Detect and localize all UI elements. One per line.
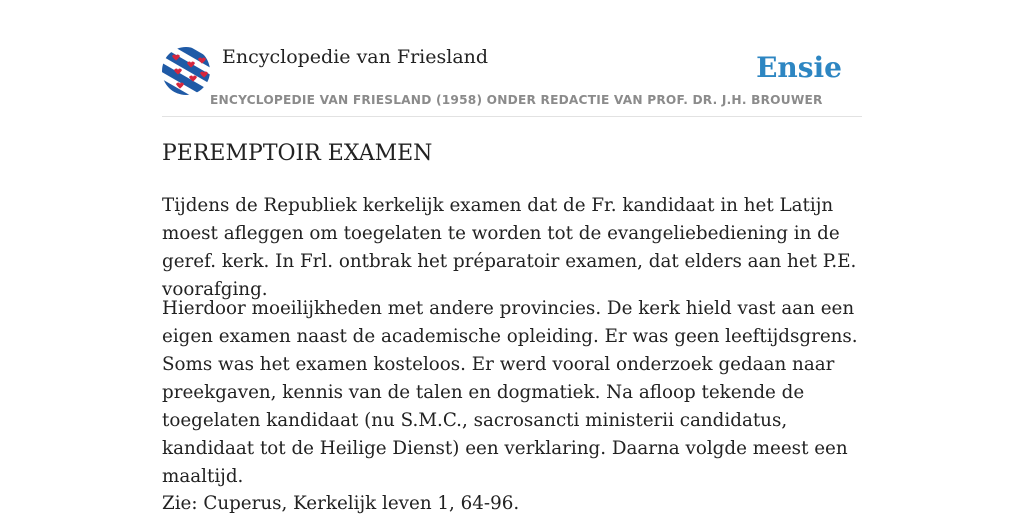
site-title[interactable]: Encyclopedie van Friesland <box>222 46 489 68</box>
ensie-brand-logo[interactable]: Ensie <box>756 51 842 84</box>
article-paragraph-2: Hierdoor moeilijkheden met andere provincies. De kerk hield vast aan een eigen examen naast de academische opleiding. Er was geen leeftijdsgrens. Soms was het examen kosteloos. Er werd vooral onderzoek gedaan naar preekgaven, kennis van de talen en dogmatiek. Na afloop tekende de toegelaten kandidaat (nu S.M.C., sacrosancti ministerii candidatus, kandidaat tot de Heilige Dienst) een verklaring. Daarna volgde meest een maaltijd. <box>162 298 858 487</box>
article-reference: Zie: Cuperus, Kerkelijk leven 1, 64-96. <box>162 493 520 514</box>
article-paragraph-1: Tijdens de Republiek kerkelijk examen dat de Fr. kandidaat in het Latijn moest afleggen om toegelaten te worden tot de evangeliebediening in de geref. kerk. In Frl. ontbrak het préparatoir examen, dat elders aan het P.E. voorafging. <box>162 195 857 300</box>
header <box>162 0 862 117</box>
article-title: PEREMPTOIR EXAMEN <box>162 141 433 166</box>
encyclopedia-subtitle: ENCYCLOPEDIE VAN FRIESLAND (1958) ONDER REDACTIE VAN PROF. DR. J.H. BROUWER <box>210 93 823 107</box>
friesland-flag-logo-icon[interactable] <box>162 47 210 95</box>
page <box>162 0 862 514</box>
